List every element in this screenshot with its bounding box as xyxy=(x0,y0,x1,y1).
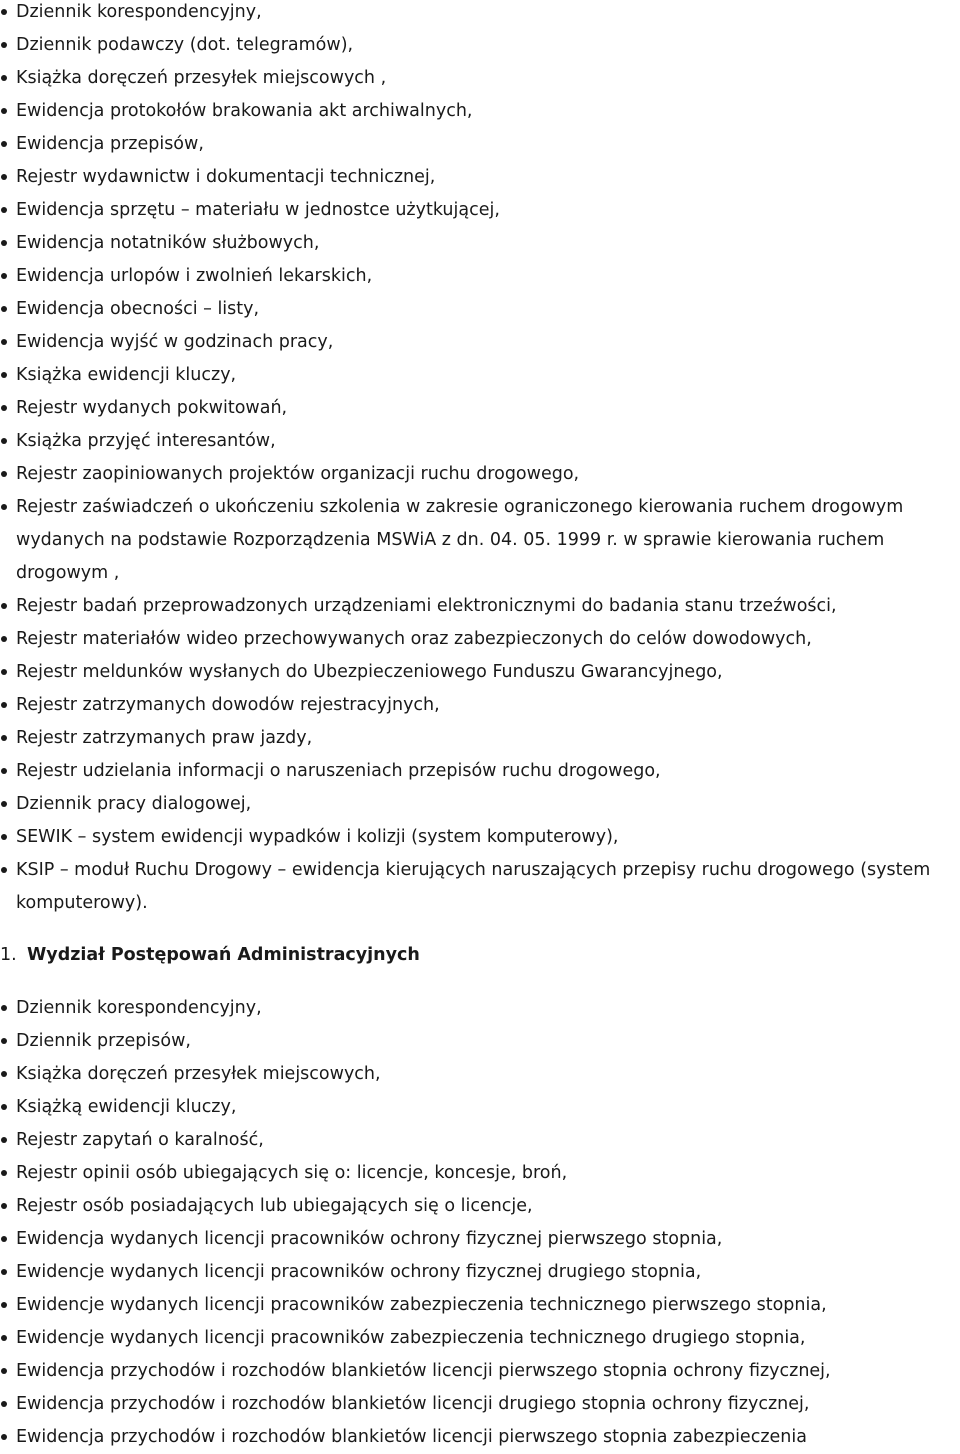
list-item-text: Ewidencje wydanych licencji pracowników zabezpieczenia technicznego pierwszego stopnia, xyxy=(16,1295,827,1315)
bullet-icon xyxy=(1,669,7,675)
list-item xyxy=(0,1289,960,1322)
list-item xyxy=(0,1058,960,1091)
list-item xyxy=(0,128,960,161)
bullet-icon xyxy=(1,9,7,15)
bullet-icon xyxy=(1,306,7,312)
bullet-icon xyxy=(1,1368,7,1374)
list-item xyxy=(0,590,960,623)
list-item xyxy=(0,491,960,590)
list-item xyxy=(0,326,960,359)
list-item-text: Dziennik korespondencyjny, xyxy=(16,998,262,1018)
list-item-text: Rejestr zaświadczeń o ukończeniu szkolenia w zakresie ograniczonego kierowania ruchem drogowym wydanych na podstawie Rozporządzenia MSWiA z dn. 04. 05. 1999 r. w sprawie kierowania ruchem drogowym , xyxy=(16,497,904,583)
list-item-text: Ewidencje wydanych licencji pracowników zabezpieczenia technicznego drugiego stopnia, xyxy=(16,1328,806,1348)
list-item-text: Rejestr opinii osób ubiegających się o: licencje, koncesje, broń, xyxy=(16,1163,568,1183)
list-item-text: Książką ewidencji kluczy, xyxy=(16,1097,237,1117)
bullet-icon xyxy=(1,372,7,378)
list-item-text: Ewidencja przychodów i rozchodów blankietów licencji pierwszego stopnia zabezpieczenia xyxy=(16,1427,807,1447)
list-item xyxy=(0,0,960,29)
bullet-icon xyxy=(1,768,7,774)
bullet-icon xyxy=(1,834,7,840)
bullet-icon xyxy=(1,240,7,246)
bullet-icon xyxy=(1,471,7,477)
list-item xyxy=(0,689,960,722)
list-item xyxy=(0,992,960,1025)
bullet-icon xyxy=(1,1038,7,1044)
bullet-icon xyxy=(1,1203,7,1209)
list-item-text: Rejestr zatrzymanych praw jazdy, xyxy=(16,728,313,748)
list-item xyxy=(0,1124,960,1157)
list-item xyxy=(0,722,960,755)
list-item-text: Rejestr zaopiniowanych projektów organizacji ruchu drogowego, xyxy=(16,464,580,484)
list-item xyxy=(0,656,960,689)
list-item xyxy=(0,788,960,821)
list-item xyxy=(0,29,960,62)
bullet-icon xyxy=(1,339,7,345)
list-item-text: Rejestr wydawnictw i dokumentacji technicznej, xyxy=(16,167,436,187)
bullet-icon xyxy=(1,702,7,708)
list-item xyxy=(0,623,960,656)
list-item xyxy=(0,854,960,920)
bullet-icon xyxy=(1,801,7,807)
bullet-icon xyxy=(1,141,7,147)
list-item xyxy=(0,1190,960,1223)
list-item-text: Książka ewidencji kluczy, xyxy=(16,365,237,385)
list-item-text: Rejestr badań przeprowadzonych urządzeniami elektronicznymi do badania stanu trzeźwości, xyxy=(16,596,837,616)
bullet-icon xyxy=(1,636,7,642)
list-item-text: Ewidencja protokołów brakowania akt archiwalnych, xyxy=(16,101,473,121)
list-item xyxy=(0,458,960,491)
list-item-text: Rejestr zatrzymanych dowodów rejestracyjnych, xyxy=(16,695,440,715)
list-item xyxy=(0,1355,960,1388)
list-item xyxy=(0,194,960,227)
list-item-text: Rejestr wydanych pokwitowań, xyxy=(16,398,288,418)
bullet-icon xyxy=(1,1071,7,1077)
list-item-text: Rejestr meldunków wysłanych do Ubezpieczeniowego Funduszu Gwarancyjnego, xyxy=(16,662,723,682)
list-item xyxy=(0,755,960,788)
section-number: 1. xyxy=(0,945,17,965)
list-item-text: Ewidencja wydanych licencji pracowników ochrony fizycznej pierwszego stopnia, xyxy=(16,1229,723,1249)
list-item-text: Ewidencja sprzętu – materiału w jednostce użytkującej, xyxy=(16,200,500,220)
list-item-text: Dziennik przepisów, xyxy=(16,1031,191,1051)
bullet-icon xyxy=(1,1401,7,1407)
bullet-icon xyxy=(1,1170,7,1176)
bullet-icon xyxy=(1,1005,7,1011)
list-item-text: Ewidencje wydanych licencji pracowników ochrony fizycznej drugiego stopnia, xyxy=(16,1262,702,1282)
list-item xyxy=(0,392,960,425)
list-item-text: Ewidencja wyjść w godzinach pracy, xyxy=(16,332,334,352)
list-item-text: Rejestr materiałów wideo przechowywanych oraz zabezpieczonych do celów dowodowych, xyxy=(16,629,812,649)
bullet-icon xyxy=(1,273,7,279)
list-item-text: SEWIK – system ewidencji wypadków i kolizji (system komputerowy), xyxy=(16,827,619,847)
bullet-icon xyxy=(1,1104,7,1110)
bullet-icon xyxy=(1,1434,7,1440)
list-item-text: Książka doręczeń przesyłek miejscowych , xyxy=(16,68,387,88)
bullet-icon xyxy=(1,1236,7,1242)
bullet-icon xyxy=(1,207,7,213)
list-item xyxy=(0,821,960,854)
list-item xyxy=(0,293,960,326)
bullet-icon xyxy=(1,438,7,444)
bullet-icon xyxy=(1,1269,7,1275)
list-item-text: Dziennik korespondencyjny, xyxy=(16,2,262,22)
list-item xyxy=(0,1256,960,1289)
bullet-icon xyxy=(1,735,7,741)
list-item xyxy=(0,1388,960,1421)
bullet-icon xyxy=(1,603,7,609)
list-item-text: Rejestr osób posiadających lub ubiegających się o licencje, xyxy=(16,1196,533,1216)
list-item xyxy=(0,1091,960,1124)
list-item-text: KSIP – moduł Ruchu Drogowy – ewidencja kierujących naruszających przepisy ruchu drogowego (system komputerowy). xyxy=(16,860,931,913)
list-item xyxy=(0,227,960,260)
list-item xyxy=(0,260,960,293)
bullet-icon xyxy=(1,405,7,411)
list-item xyxy=(0,1025,960,1058)
list-item-text: Dziennik podawczy (dot. telegramów), xyxy=(16,35,354,55)
bullet-icon xyxy=(1,174,7,180)
list-item xyxy=(0,1157,960,1190)
list-item xyxy=(0,1421,960,1454)
bullet-icon xyxy=(1,1137,7,1143)
list-item-text: Ewidencja przepisów, xyxy=(16,134,204,154)
list-item-text: Rejestr zapytań o karalność, xyxy=(16,1130,264,1150)
list-item-text: Ewidencja notatników służbowych, xyxy=(16,233,320,253)
list-item-text: Książka doręczeń przesyłek miejscowych, xyxy=(16,1064,381,1084)
list-item xyxy=(0,1223,960,1256)
section-heading xyxy=(0,939,420,972)
list-item-text: Ewidencja przychodów i rozchodów blankietów licencji pierwszego stopnia ochrony fizycznej, xyxy=(16,1361,831,1381)
bullet-icon xyxy=(1,867,7,873)
bullet-icon xyxy=(1,504,7,510)
bullet-icon xyxy=(1,1335,7,1341)
list-item xyxy=(0,161,960,194)
list-item xyxy=(0,359,960,392)
list-item-text: Ewidencja obecności – listy, xyxy=(16,299,260,319)
list-item-text: Ewidencja przychodów i rozchodów blankietów licencji drugiego stopnia ochrony fizycznej, xyxy=(16,1394,810,1414)
list-item xyxy=(0,1322,960,1355)
list-item-text: Dziennik pracy dialogowej, xyxy=(16,794,252,814)
bullet-icon xyxy=(1,75,7,81)
bullet-icon xyxy=(1,42,7,48)
list-item-text: Książka przyjęć interesantów, xyxy=(16,431,276,451)
list-item xyxy=(0,62,960,95)
bullet-icon xyxy=(1,1302,7,1308)
list-item-text: Rejestr udzielania informacji o naruszeniach przepisów ruchu drogowego, xyxy=(16,761,661,781)
list-item-text: Ewidencja urlopów i zwolnień lekarskich, xyxy=(16,266,373,286)
section-title: Wydział Postępowań Administracyjnych xyxy=(27,945,420,965)
registry-list-bottom xyxy=(0,992,960,1454)
bullet-icon xyxy=(1,108,7,114)
list-item xyxy=(0,425,960,458)
list-item xyxy=(0,95,960,128)
